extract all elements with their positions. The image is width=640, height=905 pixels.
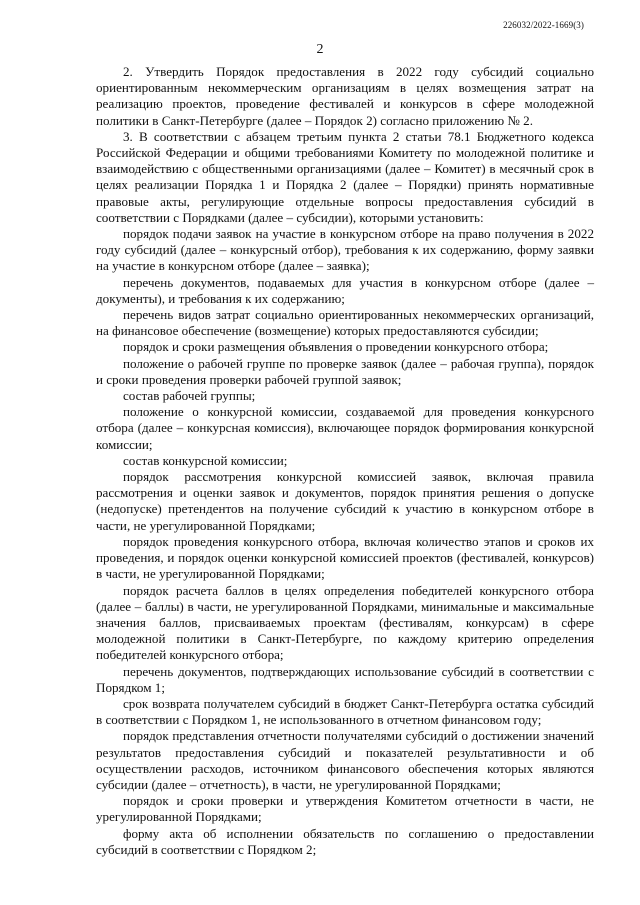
list-item-scoring-procedure: порядок расчета баллов в целях определения победителей конкурсного отбора (далее – баллы) в части, не урегулированной Порядками, минимальные и максимальные значения баллов, присваиваемых проектам (фестивалям, конкурсам) в сфере молодежной политики в Санкт-Петербурге, по каждому критерию определения победителей конкурсного отбора; (96, 582, 594, 663)
list-item-reporting-procedure: порядок представления отчетности получателями субсидий о достижении значений результатов предоставления субсидий и показателей результативности и об осуществлении расходов, источником финансового обеспечения которых являются субсидии (далее – отчетность), в части, не урегулированной Порядками; (96, 728, 594, 792)
list-item-applications-procedure: порядок подачи заявок на участие в конкурсном отборе на право получения в 2022 году субсидий (далее – конкурсный отбор), требования к их содержанию, форму заявки на участие в конкурсном отборе (далее – заявка); (96, 226, 594, 274)
list-item-commission-regulation: положение о конкурсной комиссии, создаваемой для проведения конкурсного отбора (далее – конкурсная комиссия), включающее порядок формирования конкурсной комиссии; (96, 404, 594, 452)
list-item-announcement-procedure: порядок и сроки размещения объявления о проведении конкурсного отбора; (123, 339, 549, 355)
paragraph-item-3: 3. В соответствии с абзацем третьим пункта 2 статьи 78.1 Бюджетного кодекса Российской Федерации и общими требованиями Комитету по молодежной политике и взаимодействию с общественными организациями (далее – Комитет) в месячный срок в целях реализации Порядка 1 и Порядка 2 (далее – Порядки) принять нормативные правовые акты, регулирующие отдельные вопросы предоставления субсидий в соответствии с Порядками (далее – субсидии), которыми установить: (96, 128, 594, 225)
list-item-review-procedure: порядок рассмотрения конкурсной комиссией заявок, включая правила рассмотрения и оценки заявок и документов, порядок принятия решения о допуске (недопуске) претендентов на получение субсидий к участию в конкурсном отборе в части, не урегулированной Порядками; (96, 469, 594, 533)
list-item-commission-composition: состав конкурсной комиссии; (123, 452, 288, 468)
list-item-usage-documents: перечень документов, подтверждающих использование субсидий в соответствии с Порядком 1; (96, 663, 594, 695)
list-item-return-deadline: срок возврата получателем субсидий в бюджет Санкт-Петербурга остатка субсидий в соответствии с Порядком 1, не использованного в отчетном финансовом году; (96, 695, 594, 728)
list-item-act-form: форму акта об исполнении обязательств по соглашению о предоставлении субсидий в соответствии с Порядком 2; (96, 825, 594, 857)
list-item-working-group-composition: состав рабочей группы; (123, 388, 256, 404)
list-item-report-verification: порядок и сроки проверки и утверждения Комитетом отчетности в части, не урегулированной Порядками; (96, 793, 594, 825)
paragraph-item-2: 2. Утвердить Порядок предоставления в 2022 году субсидий социально ориентированным некоммерческим организациям в целях возмещения затрат на реализацию проектов, проведение фестивалей и конкурсов в сфере молодежной политики в Санкт-Петербурге (далее – Порядок 2) согласно приложению № 2. (96, 64, 594, 128)
list-item-selection-procedure: порядок проведения конкурсного отбора, включая количество этапов и сроков их проведения, и порядок оценки конкурсной комиссией проектов (фестивалей, конкурсов) в части, не урегулированной Порядками; (96, 533, 594, 582)
list-item-documents-list: перечень документов, подаваемых для участия в конкурсном отборе (далее – документы), и требования к их содержанию; (96, 274, 594, 306)
list-item-working-group-regulation: положение о рабочей группе по проверке заявок (далее – рабочая группа), порядок и сроки проведения проверки рабочей группой заявок; (96, 355, 594, 387)
document-registration-number: 226032/2022-1669(3) (503, 20, 584, 30)
page-number: 2 (316, 42, 324, 57)
document-body (96, 64, 594, 858)
list-item-expense-types: перечень видов затрат социально ориентированных некоммерческих организаций, на финансовое обеспечение (возмещение) которых предоставляются субсидии; (96, 307, 594, 339)
